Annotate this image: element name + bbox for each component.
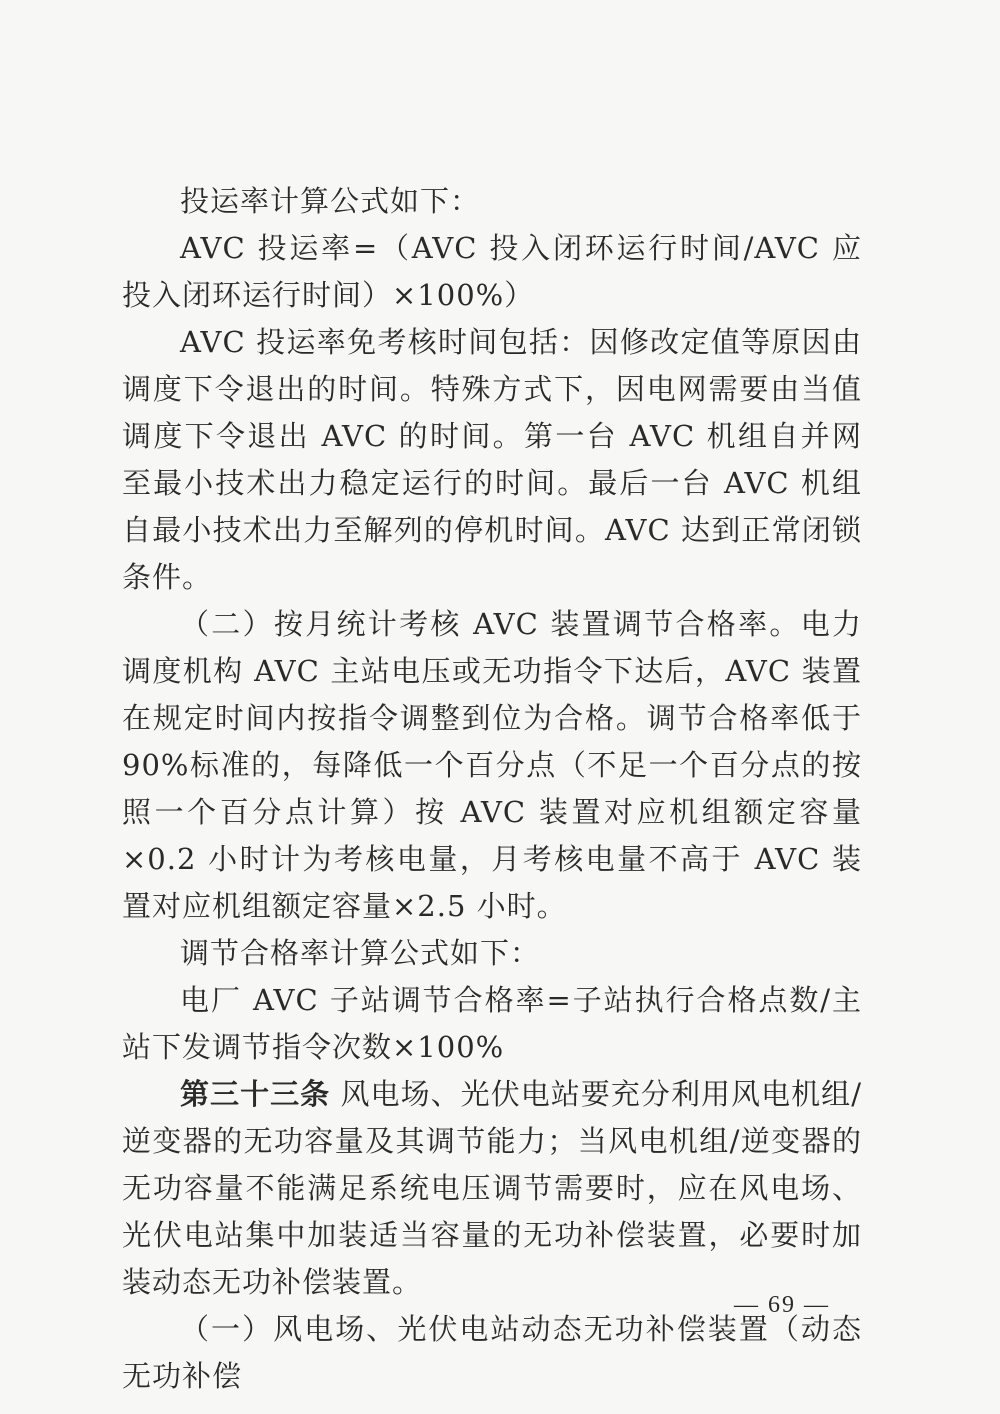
paragraph: AVC 投运率=（AVC 投入闭环运行时间/AVC 应投入闭环运行时间）×100%） [122,231,862,312]
article-paragraph [122,1071,862,1306]
paragraph: （二）按月统计考核 AVC 装置调节合格率。电力调度机构 AVC 主站电压或无功指令下达后，AVC 装置在规定时间内按指令调整到位为合格。调节合格率低于 90%标准的，每降低一个百分点（不足一个百分点的按照一个百分点计算）按 AVC 装置对应机组额定容量×0.2 小时计为考核电量，月考核电量不高于 AVC 装置对应机组额定容量×2.5 小时。 [122,607,862,923]
page-number: — 69 — [734,1292,830,1318]
paragraph: 投运率计算公式如下： [180,184,481,218]
article-text: 风电场、光伏电站要充分利用风电机组/逆变器的无功容量及其调节能力；当风电机组/逆变器的无功容量不能满足系统电压调节需要时，应在风电场、光伏电站集中加装适当容量的无功补偿装置，必要时加装动态无功补偿装置。 [122,1077,862,1299]
paragraph: 电厂 AVC 子站调节合格率=子站执行合格点数/主站下发调节指令次数×100% [122,983,862,1064]
paragraph: 调节合格率计算公式如下： [180,936,541,970]
article-heading: 第三十三条 [180,1077,331,1111]
paragraph: AVC 投运率免考核时间包括：因修改定值等原因由调度下令退出的时间。特殊方式下，因电网需要由当值调度下令退出 AVC 的时间。第一台 AVC 机组自并网至最小技术出力稳定运行的时间。最后一台 AVC 机组自最小技术出力至解列的停机时间。AVC 达到正常闭锁条件。 [122,325,862,594]
body-text [122,178,862,1400]
paragraph: （一）风电场、光伏电站动态无功补偿装置（动态无功补偿 [122,1312,862,1393]
